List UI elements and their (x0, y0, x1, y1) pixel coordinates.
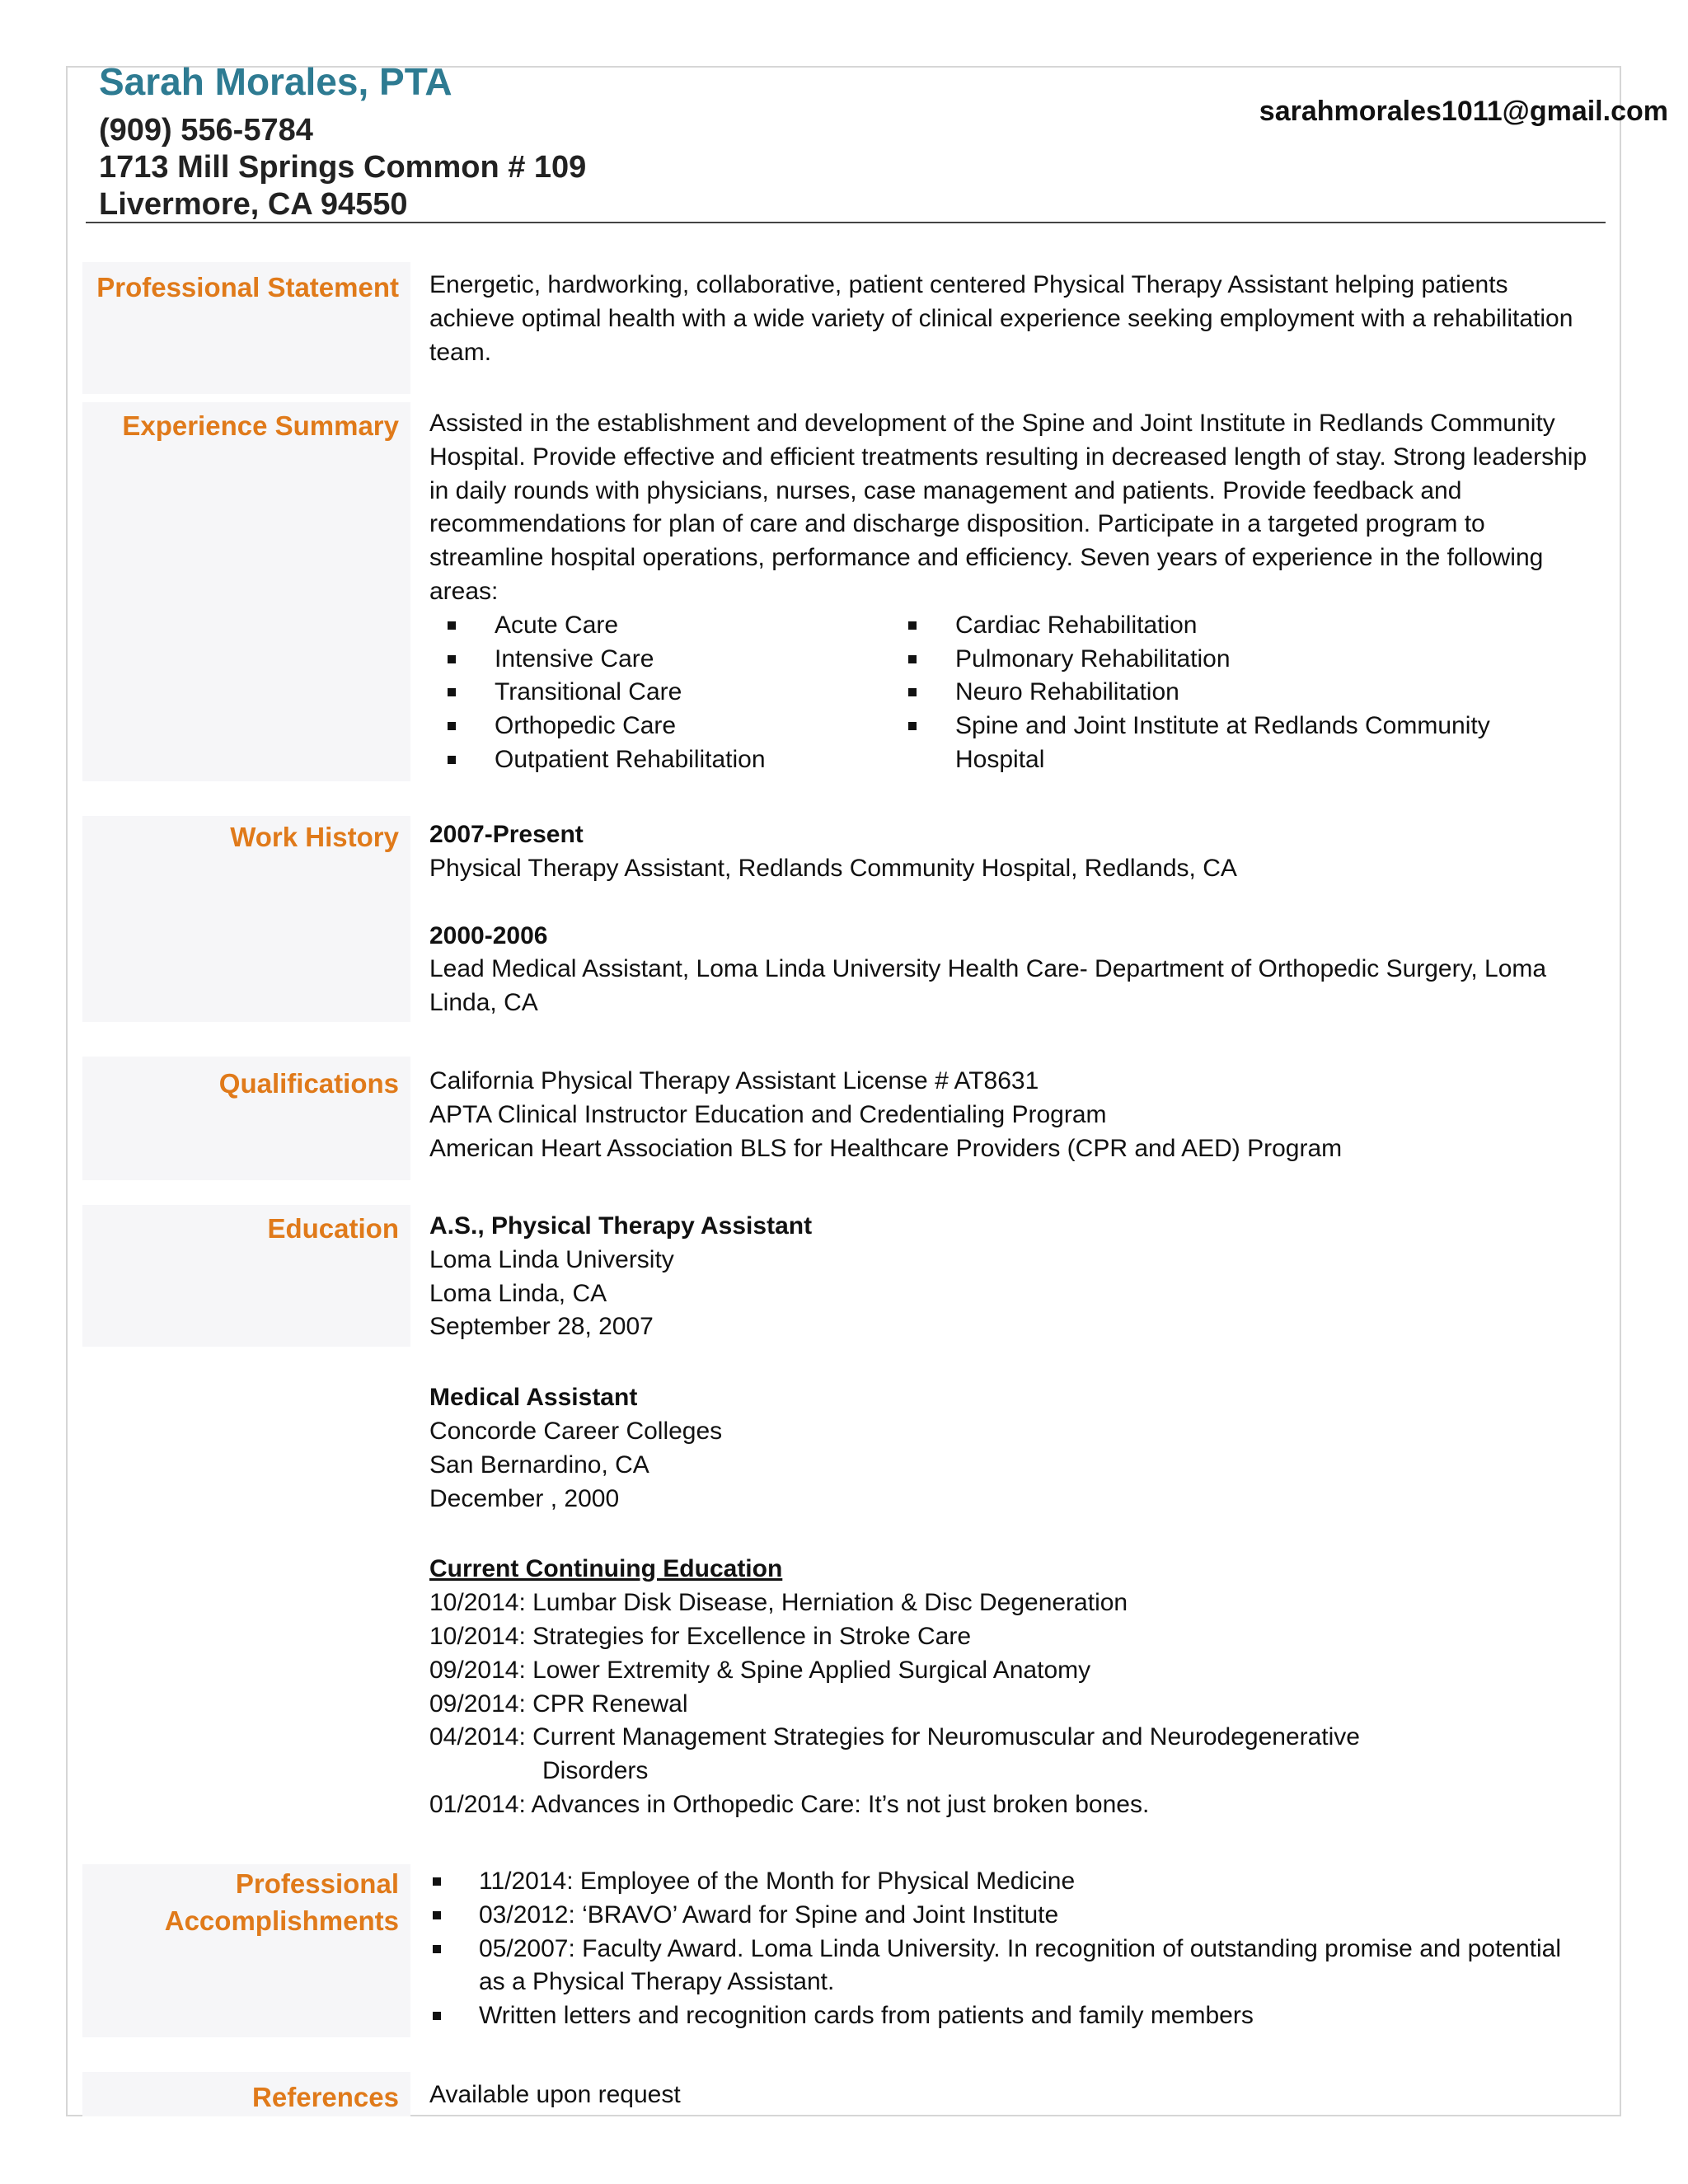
work-history (429, 818, 1592, 1020)
list-item: 11/2014: Employee of the Month for Physical Medicine (429, 1865, 1592, 1899)
accomplishments-list (429, 1865, 1592, 2033)
experience-areas (429, 609, 1592, 777)
spacer (429, 886, 1592, 920)
job-description: Physical Therapy Assistant, Redlands Community Hospital, Redlands, CA (429, 854, 1237, 882)
list-item: Neuro Rehabilitation (890, 676, 1550, 710)
accomplishments-section (429, 1865, 1592, 2033)
experience-label: Experience Summary (122, 410, 399, 441)
references-label: References (252, 2082, 399, 2112)
ce-item: 09/2014: CPR Renewal (429, 1690, 688, 1718)
degree-location: Loma Linda, CA (429, 1279, 607, 1307)
degree-title: Medical Assistant (429, 1384, 638, 1412)
ce-item-continued: Disorders (542, 1757, 649, 1785)
accomplishments-label-line2: Accomplishments (164, 1905, 399, 1936)
ce-item: 10/2014: Lumbar Disk Disease, Herniation & Disc Degeneration (429, 1589, 1128, 1617)
education-section (429, 1210, 1592, 1822)
degree-date: December , 2000 (429, 1484, 620, 1512)
phone-number: (909) 556-5784 (99, 113, 313, 148)
areas-list-right (890, 609, 1550, 777)
list-item: Transitional Care (429, 676, 890, 710)
qualification-item: APTA Clinical Instructor Education and Credentialing Program (429, 1100, 1107, 1128)
job-dates: 2007-Present (429, 821, 584, 848)
ce-item: 10/2014: Strategies for Excellence in Stroke Care (429, 1622, 972, 1650)
experience-section (429, 407, 1592, 777)
job-description: Lead Medical Assistant, Loma Linda University Health Care- Department of Orthopedic Surgery, Loma Linda, CA (429, 955, 1547, 1017)
work-label: Work History (230, 822, 399, 852)
ce-item: 09/2014: Lower Extremity & Spine Applied Surgical Anatomy (429, 1656, 1091, 1684)
experience-text: Assisted in the establishment and development of the Spine and Joint Institute in Redlands Community Hospital. Provide effective and efficient treatments resulting in decreased length of stay. Strong leadership in daily rounds with physicians, nurses, case management and patients. Provide feedback and recommendations for plan of care and discharge disposition. Participate in a targeted program to streamline hospital operations, performance and efficiency. Seven years of experience in the following areas: (429, 410, 1587, 605)
experience-label-bg (82, 402, 410, 781)
list-item: Pulmonary Rehabilitation (890, 643, 1550, 677)
address-line-2: Livermore, CA 94550 (99, 187, 408, 222)
list-item: 03/2012: ‘BRAVO’ Award for Spine and Joint Institute (429, 1899, 1592, 1933)
list-item: Intensive Care (429, 643, 890, 677)
qualification-item: California Physical Therapy Assistant License # AT8631 (429, 1067, 1039, 1094)
education-label: Education (267, 1213, 399, 1244)
candidate-name: Sarah Morales, PTA (99, 60, 452, 103)
qualifications-list (429, 1065, 1592, 1165)
ce-item: 04/2014: Current Management Strategies for Neuromuscular and Neurodegenerative (429, 1723, 1360, 1751)
list-item: 05/2007: Faculty Award. Loma Linda University. In recognition of outstanding promise and potential as a Physical Therapy Assistant. (429, 1933, 1592, 2000)
degree-location: San Bernardino, CA (429, 1451, 649, 1479)
header-divider (86, 222, 1606, 223)
continuing-education-heading: Current Continuing Education (429, 1555, 783, 1583)
accomplishments-label-line1: Professional (235, 1868, 399, 1899)
qualifications-label: Qualifications (218, 1068, 399, 1099)
degree-school: Loma Linda University (429, 1245, 674, 1273)
email-address: sarahmorales1011@gmail.com (1259, 96, 1668, 127)
list-item: Orthopedic Care (429, 710, 890, 743)
list-item: Cardiac Rehabilitation (890, 609, 1550, 643)
references-text: Available upon request (429, 2081, 681, 2108)
degree-title: A.S., Physical Therapy Assistant (429, 1212, 813, 1240)
list-item: Spine and Joint Institute at Redlands Community Hospital (890, 710, 1550, 777)
job-dates: 2000-2006 (429, 921, 548, 949)
list-item: Outpatient Rehabilitation (429, 743, 890, 777)
degree-school: Concorde Career Colleges (429, 1417, 723, 1445)
areas-list-left (429, 609, 890, 777)
ce-item: 01/2014: Advances in Orthopedic Care: It’s not just broken bones. (429, 1790, 1150, 1818)
qualification-item: American Heart Association BLS for Healthcare Providers (CPR and AED) Program (429, 1134, 1343, 1162)
address-line-1: 1713 Mill Springs Common # 109 (99, 150, 587, 185)
accomplishments-label (86, 1865, 399, 1939)
list-item: Written letters and recognition cards from patients and family members (429, 1999, 1592, 2033)
degree-date: September 28, 2007 (429, 1313, 654, 1341)
spacer (429, 1516, 1592, 1553)
list-item: Acute Care (429, 609, 890, 643)
spacer (429, 1344, 1592, 1381)
statement-text: Energetic, hardworking, collaborative, patient centered Physical Therapy Assistant helping patients achieve optimal health with a wide variety of clinical experience seeking employment with a rehabilitation team. (429, 271, 1573, 366)
statement-label: Professional Statement (96, 272, 399, 302)
